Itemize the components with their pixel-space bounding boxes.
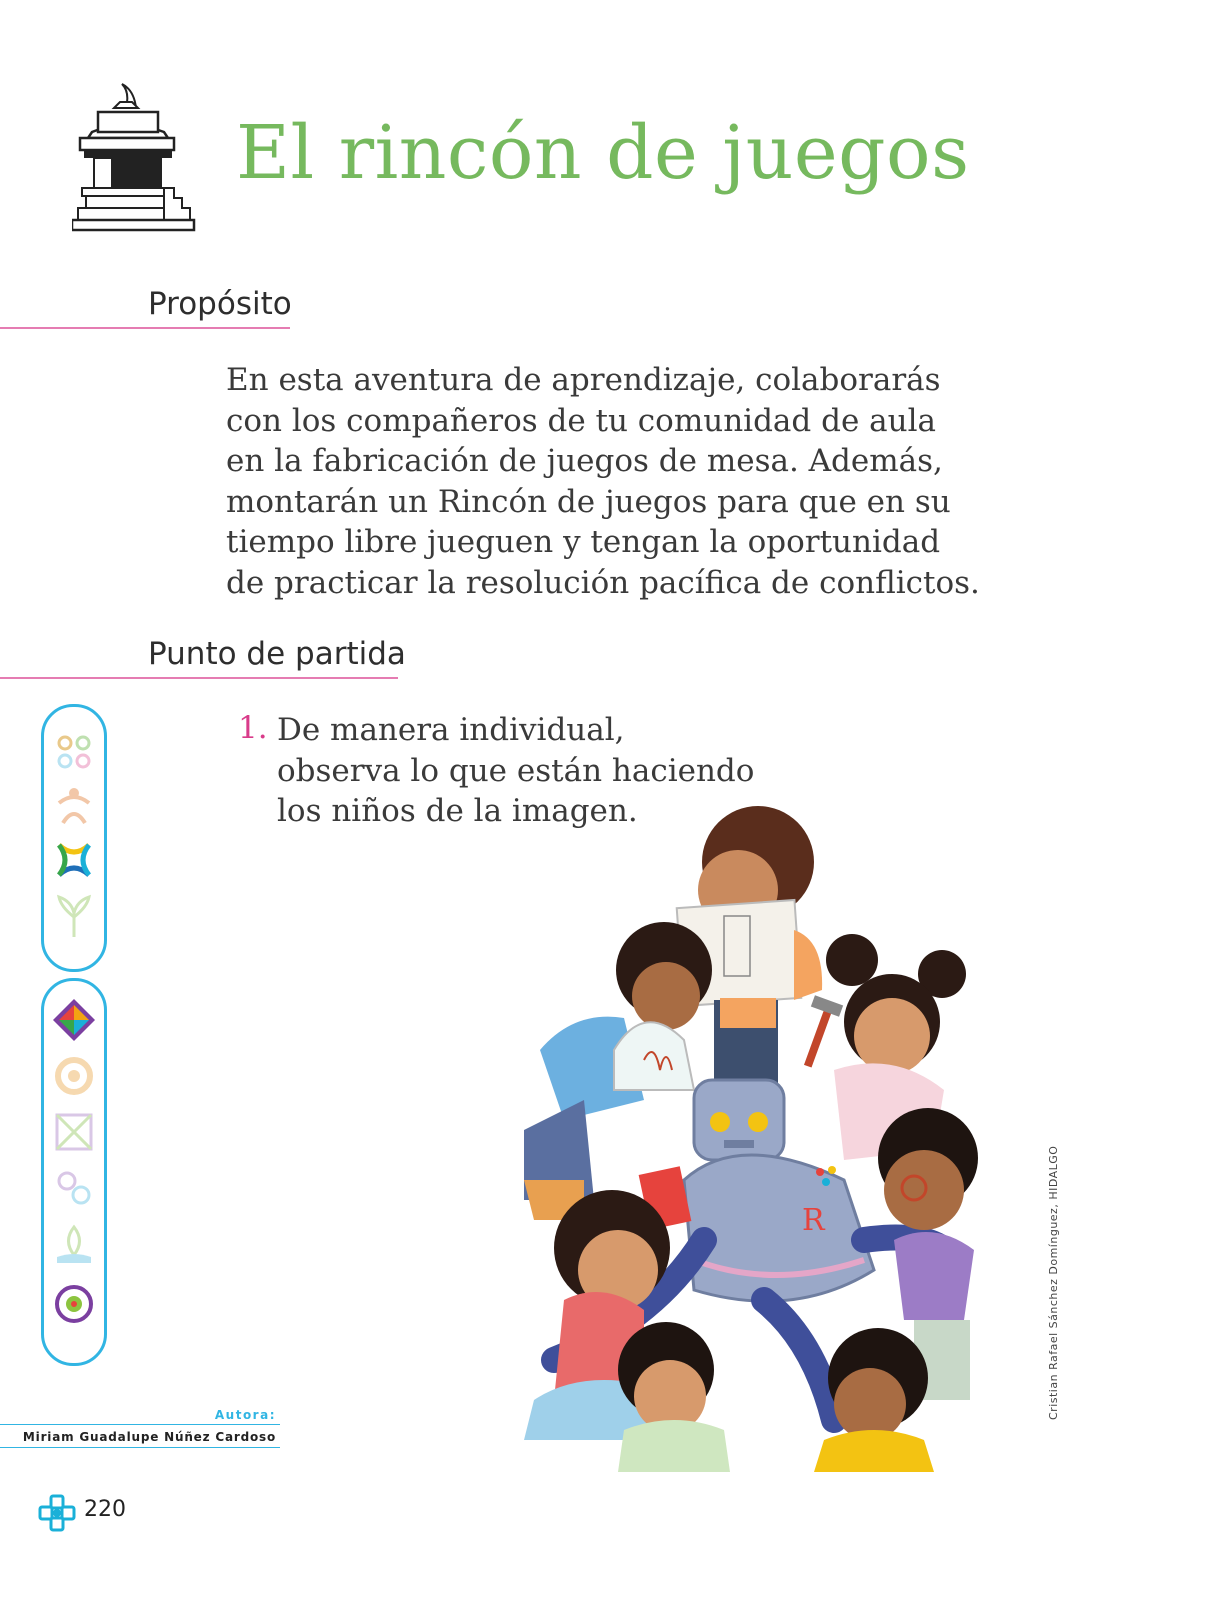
step-line: los niños de la imagen.: [277, 793, 638, 829]
field-badges-panel-top: [41, 704, 107, 972]
purpose-line: con los compañeros de tu comunidad de aula: [226, 402, 936, 439]
author-name: Miriam Guadalupe Núñez Cardoso: [22, 1430, 276, 1444]
author-rule: [0, 1447, 280, 1448]
page-title: El rincón de juegos: [236, 110, 970, 196]
illustration-credit: Cristian Rafael Sánchez Domínguez, HIDALGO: [1047, 1145, 1060, 1420]
compass-badge-icon: [51, 997, 97, 1043]
children-robot-illustration: [494, 800, 984, 1472]
purpose-paragraph: [226, 360, 1056, 603]
people-circle-badge-icon: [51, 837, 97, 883]
step-number: 1.: [238, 710, 268, 746]
spiral-badge-icon: [51, 1053, 97, 1099]
robot-letter: R: [802, 1203, 825, 1238]
infinity-badge-icon: [51, 1165, 97, 1211]
section-rule: [0, 677, 398, 679]
plant-badge-icon: [51, 893, 97, 939]
purpose-line: montarán un Rincón de juegos para que en su: [226, 483, 951, 520]
field-badges-panel-bottom: [41, 978, 107, 1366]
purpose-line: de practicar la resolución pacífica de conflictos.: [226, 564, 980, 601]
purpose-line: En esta aventura de aprendizaje, colaborarás: [226, 362, 941, 398]
step-line: observa lo que están haciendo: [277, 752, 755, 789]
section-heading-proposito: Propósito: [148, 286, 292, 322]
pyramid-temple-icon: [72, 78, 200, 238]
author-label: Autora:: [214, 1408, 276, 1422]
lotus-badge-icon: [51, 1221, 97, 1267]
step-line: De manera individual,: [277, 712, 625, 748]
swirl-badge-icon: [51, 729, 97, 775]
cross-square-badge-icon: [51, 1109, 97, 1155]
section-rule: [0, 327, 290, 329]
purpose-line: en la fabricación de juegos de mesa. Además,: [226, 443, 943, 479]
dancer-badge-icon: [51, 783, 97, 829]
page-number: 220: [84, 1497, 126, 1522]
section-heading-punto-de-partida: Punto de partida: [148, 636, 406, 672]
flower-emblem-icon: [38, 1494, 76, 1532]
sun-badge-icon: [51, 1281, 97, 1327]
author-rule: [0, 1424, 280, 1425]
purpose-line: tiempo libre jueguen y tengan la oportunidad: [226, 524, 941, 560]
